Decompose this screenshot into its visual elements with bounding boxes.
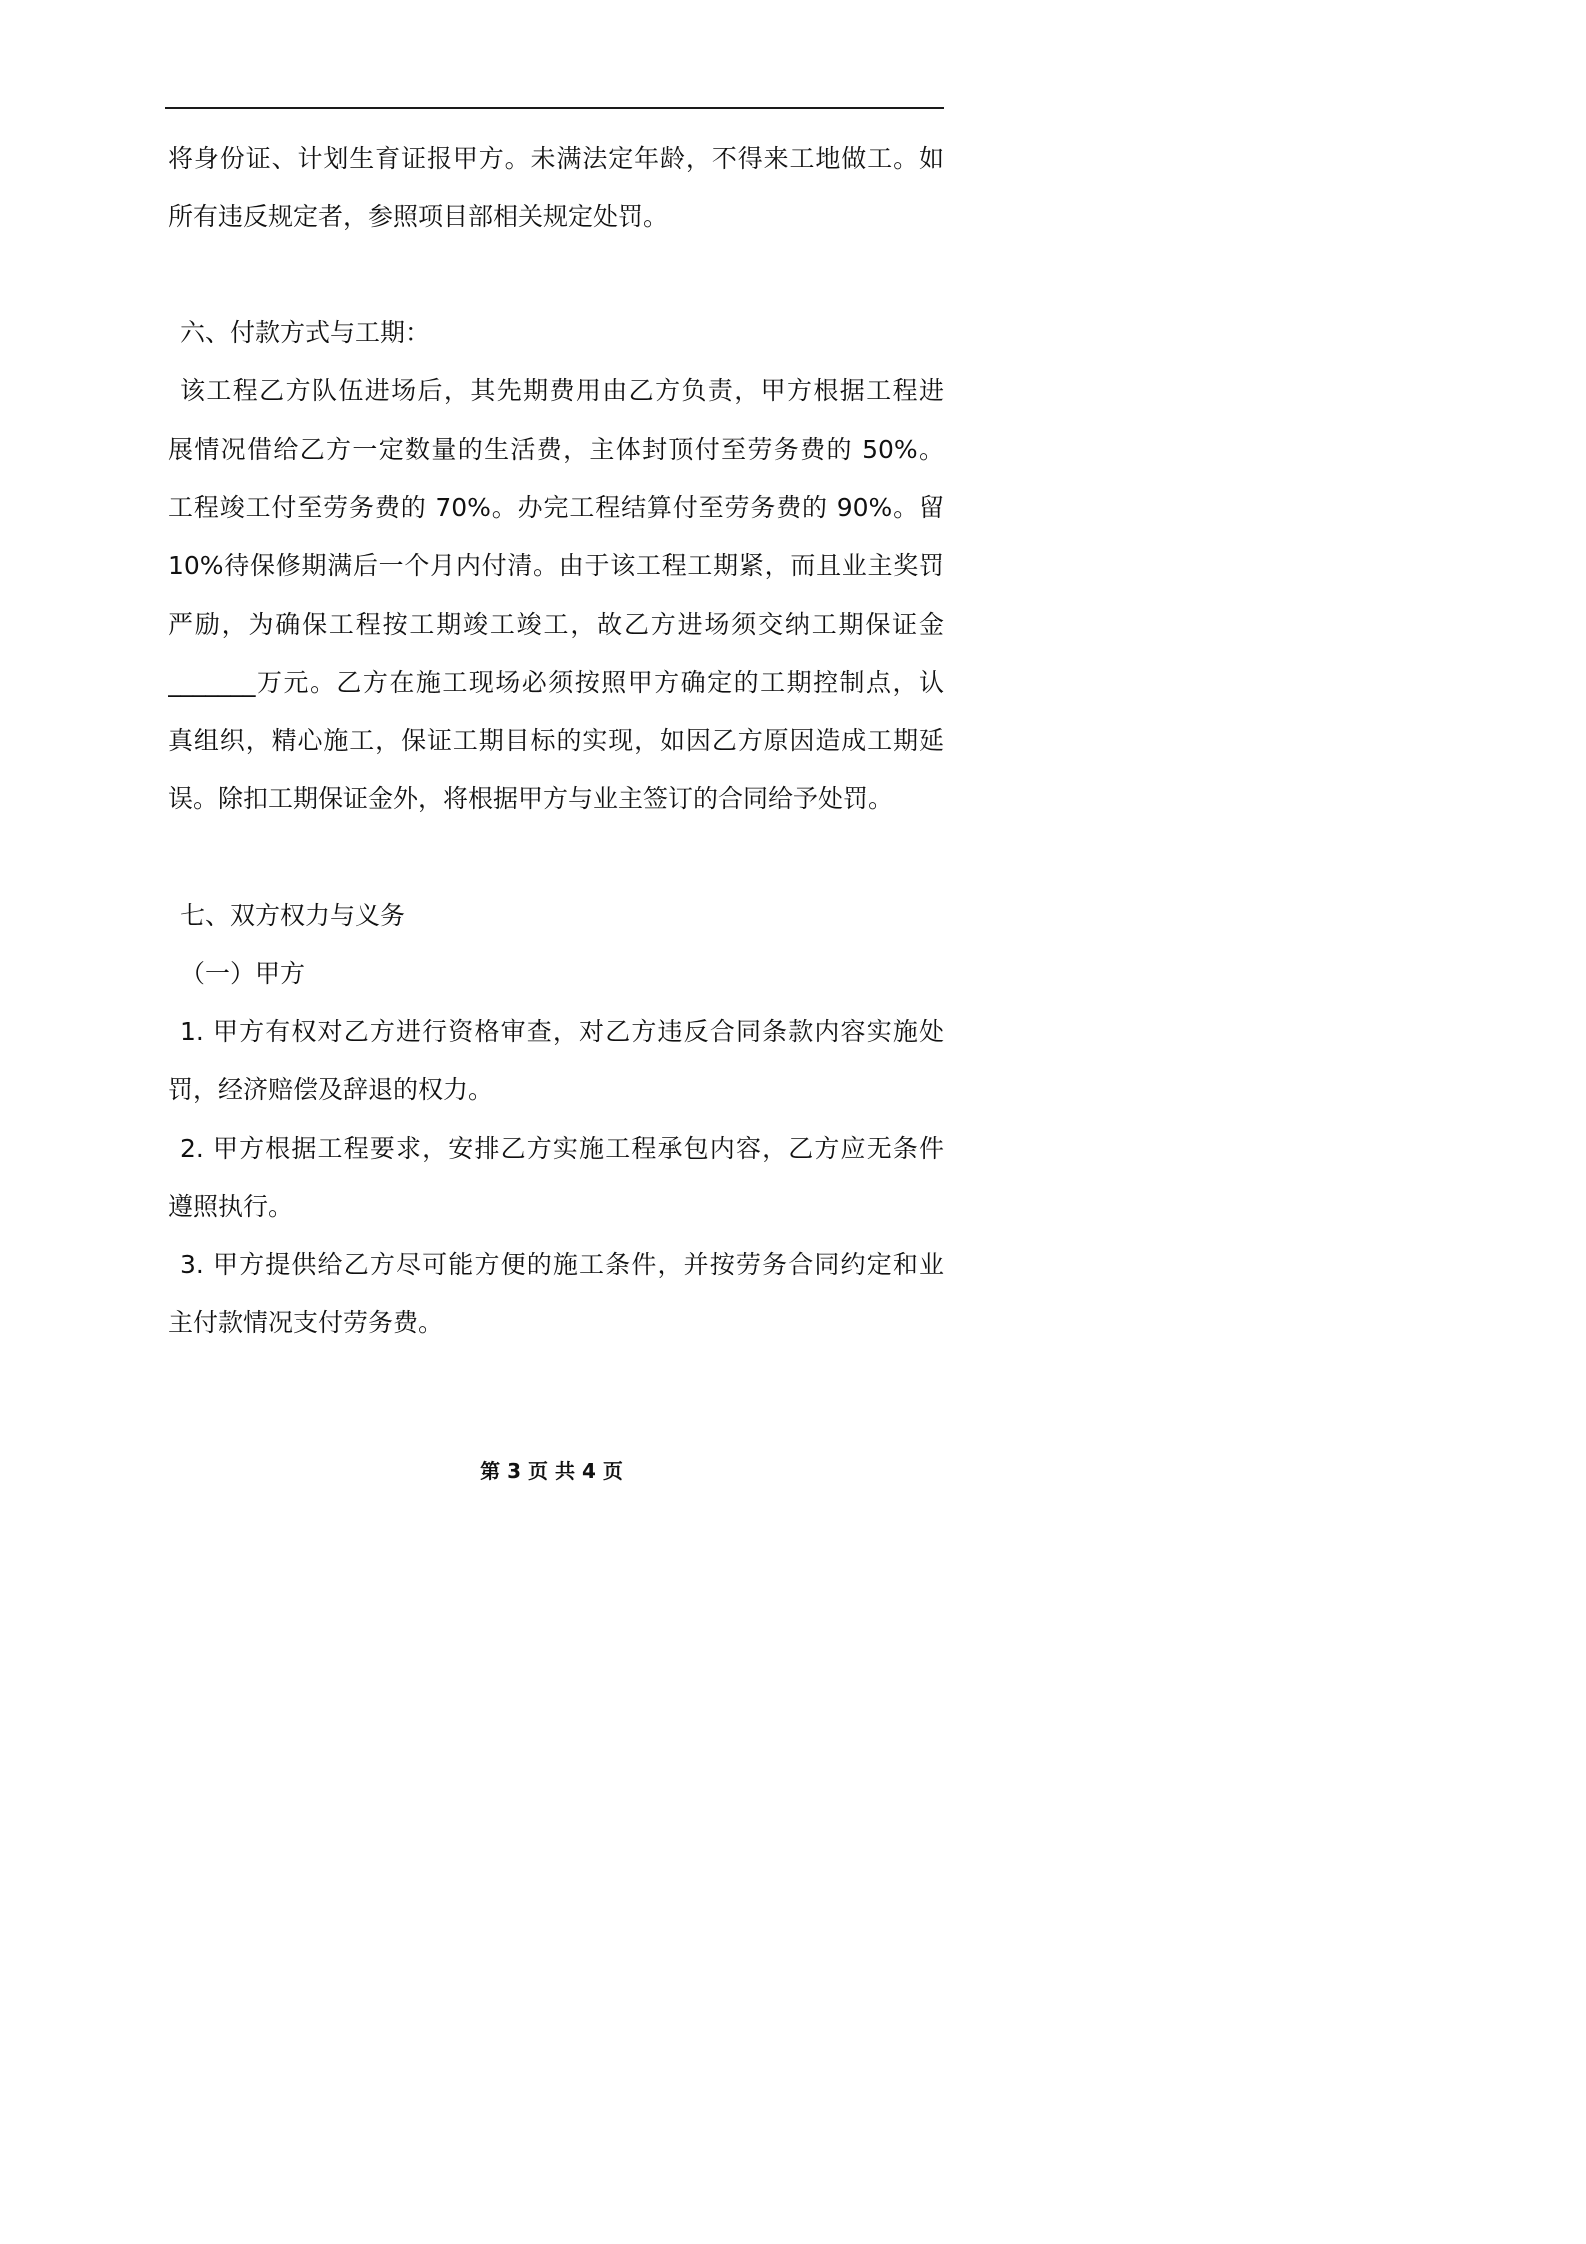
text-line: 工程竣工付至劳务费的 70%。办完工程结算付至劳务费的 90%。留	[168, 493, 944, 522]
list-item-line: 1. 甲方有权对乙方进行资格审查，对乙方违反合同条款内容实施处	[180, 1017, 944, 1046]
page-number: 第 3 页 共 4 页	[480, 1459, 623, 1483]
text-line: 所有违反规定者，参照项目部相关规定处罚。	[168, 202, 669, 231]
text-line: 误。除扣工期保证金外，将根据甲方与业主签订的合同给予处罚。	[168, 784, 894, 813]
text-line: _______万元。乙方在施工现场必须按照甲方确定的工期控制点，认	[168, 668, 944, 697]
list-item-line: 罚，经济赔偿及辞退的权力。	[168, 1075, 494, 1104]
section-heading: 六、付款方式与工期：	[180, 318, 431, 347]
text-line: 该工程乙方队伍进场后，其先期费用由乙方负责，甲方根据工程进	[180, 376, 944, 405]
subsection-heading: （一）甲方	[180, 959, 306, 988]
list-item-line: 主付款情况支付劳务费。	[168, 1308, 444, 1337]
list-item-line: 遵照执行。	[168, 1192, 294, 1221]
list-item-line: 3. 甲方提供给乙方尽可能方便的施工条件，并按劳务合同约定和业	[180, 1250, 944, 1279]
text-line: 10%待保修期满后一个月内付清。由于该工程工期紧，而且业主奖罚	[168, 551, 944, 580]
list-item-line: 2. 甲方根据工程要求，安排乙方实施工程承包内容，乙方应无条件	[180, 1134, 944, 1163]
text-line: 展情况借给乙方一定数量的生活费，主体封顶付至劳务费的 50%。	[168, 435, 944, 464]
header-rule	[165, 107, 944, 109]
text-line: 严励，为确保工程按工期竣工竣工，故乙方进场须交纳工期保证金	[168, 610, 944, 639]
text-line: 将身份证、计划生育证报甲方。未满法定年龄，不得来工地做工。如	[168, 144, 944, 173]
section-heading: 七、双方权力与义务	[180, 901, 406, 930]
text-line: 真组织，精心施工，保证工期目标的实现，如因乙方原因造成工期延	[168, 726, 944, 755]
